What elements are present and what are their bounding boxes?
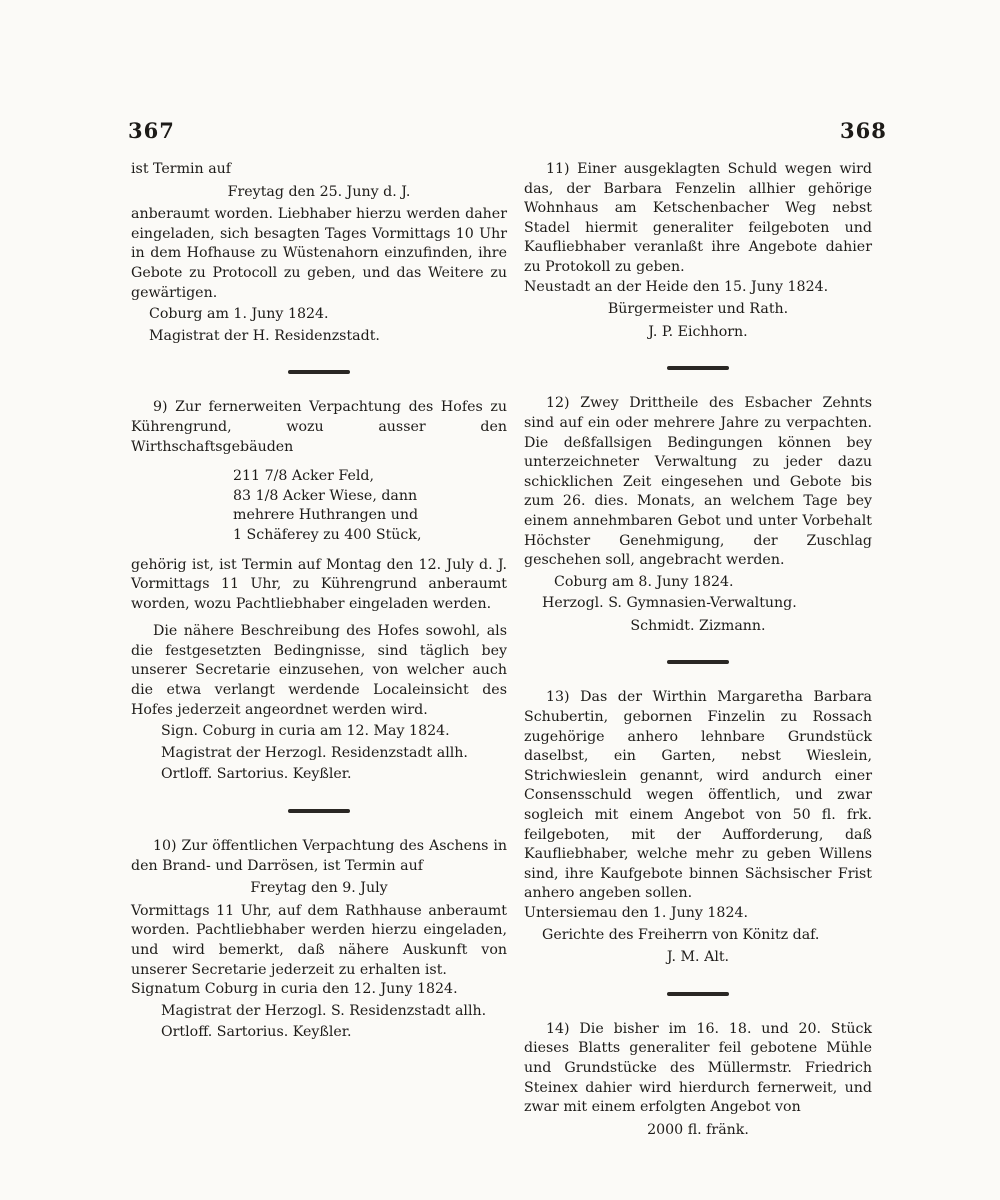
right-column <box>524 160 872 1143</box>
notice-13-names: J. M. Alt. <box>666 949 730 966</box>
notice-12-signer: Herzogl. S. Gymnasien-Verwaltung. <box>542 595 797 612</box>
section-divider <box>288 809 350 813</box>
notice-9-place-date: Sign. Coburg in curia am 12. May 1824. <box>161 723 450 740</box>
land-item: 83 1/8 Acker Wiese, dann <box>233 487 418 504</box>
section-divider <box>667 992 729 996</box>
notice-10-signer: Magistrat der Herzogl. S. Residenzstadt allh. <box>161 1002 487 1019</box>
notice-10-names: Ortloff. Sartorius. Keyßler. <box>161 1024 352 1041</box>
notice-14-amount: 2000 fl. fränk. <box>647 1121 749 1138</box>
page-number-right: 368 <box>840 118 887 143</box>
notice-9 <box>131 398 507 785</box>
notice-8-place-date: Coburg am 1. Juny 1824. <box>149 306 329 323</box>
land-item: 1 Schäferey zu 400 Stück, <box>233 526 422 543</box>
notice-11-body: 11) Einer ausgeklagten Schuld wegen wird das, der Barbara Fenzelin allhier gehörige Wohnhaus am Ketschenbacher Weg nebst Stadel hiermit generaliter feilgeboten und Kaufliebhaber veranlaßt ihre Angebote dahier zu Protokoll zu geben. <box>524 161 872 275</box>
notice-12-place-date: Coburg am 8. Juny 1824. <box>554 573 734 590</box>
notice-13-body: 13) Das der Wirthin Margaretha Barbara Schubertin, gebornen Finzelin zu Rossach zugehörige anhero lehnbare Grundstück daselbst, ein Garten, nebst Wieslein, Strichwieslein genannt, wird andurch einer Consensschuld wegen öffentlich, und zwar sogleich mit einem Angebot von 50 fl. frk. feilgeboten, mit der Aufforderung, daß Kaufliebhaber, welche mehr zu geben Willens sind, ihre Kaufgebote binnen Sächsischer Frist anhero angeben sollen. <box>524 689 872 902</box>
notice-8 <box>131 160 507 346</box>
notice-10-intro: 10) Zur öffentlichen Verpachtung des Aschens in den Brand- und Darrösen, ist Termin auf <box>131 838 507 874</box>
section-divider <box>667 366 729 370</box>
notice-10-place-date: Signatum Coburg in curia den 12. Juny 1824. <box>131 981 458 998</box>
notice-11 <box>524 160 872 342</box>
notice-12 <box>524 394 872 636</box>
notice-9-names: Ortloff. Sartorius. Keyßler. <box>161 766 352 783</box>
notice-9-intro: 9) Zur fernerweiten Verpachtung des Hofes zu Kührengrund, wozu ausser den Wirthschaftsgebäuden <box>131 399 507 455</box>
notice-13 <box>524 688 872 967</box>
notice-10-date: Freytag den 9. July <box>250 880 388 897</box>
notice-10-body: Vormittags 11 Uhr, auf dem Rathhause anberaumt worden. Pachtliebhaber werden hierzu eingeladen, und wird bemerkt, daß nähere Auskunft von unserer Secretarie jederzeit zu erhalten ist. <box>131 902 507 978</box>
notice-12-body: 12) Zwey Drittheile des Esbacher Zehnts sind auf ein oder mehrere Jahre zu verpachten. Die deßfallsigen Bedingungen können bey unterzeichneter Verwaltung zu jeder dazu schicklichen Zeit eingesehen und Gebote bis zum 26. dies. Monats, an welchem Tage bey einem annehmbaren Gebot und unter Vorbehalt Höchster Genehmigung, der Zuschlag geschehen soll, angebracht werden. <box>524 395 872 569</box>
notice-11-place-date: Neustadt an der Heide den 15. Juny 1824. <box>524 278 829 295</box>
land-item: 211 7/8 Acker Feld, <box>233 468 375 485</box>
notice-9-body: gehörig ist, ist Termin auf Montag den 12. July d. J. Vormittags 11 Uhr, zu Kührengrund anberaumt worden, wozu Pachtliebhaber eingeladen werden. <box>131 556 507 612</box>
section-divider <box>288 370 350 374</box>
notice-12-names: Schmidt. Zizmann. <box>630 617 766 634</box>
section-divider <box>667 660 729 664</box>
notice-13-place-date: Untersiemau den 1. Juny 1824. <box>524 905 749 921</box>
notice-11-names: J. P. Eichhorn. <box>648 323 748 340</box>
notice-9-land-list <box>233 467 507 545</box>
notice-9-signer: Magistrat der Herzogl. Residenzstadt allh. <box>161 744 468 761</box>
notice-13-signer: Gerichte des Freiherrn von Könitz daf. <box>542 926 820 943</box>
notice-11-signer: Bürgermeister und Rath. <box>607 301 789 318</box>
notice-8-signer: Magistrat der H. Residenzstadt. <box>149 327 380 344</box>
notice-8-opening: ist Termin auf <box>131 161 232 177</box>
land-item: mehrere Huthrangen und <box>233 507 419 524</box>
page-number-left: 367 <box>128 118 175 143</box>
notice-8-date: Freytag den 25. Juny d. J. <box>227 183 411 200</box>
notice-8-body: anberaumt worden. Liebhaber hierzu werden daher eingeladen, sich besagten Tages Vormittags 10 Uhr in dem Hofhause zu Wüstenahorn einzufinden, ihre Gebote zu Protocoll zu geben, und das Weitere zu gewärtigen. <box>131 206 507 301</box>
notice-14-body: 14) Die bisher im 16. 18. und 20. Stück dieses Blatts generaliter feil gebotene Mühle und Grundstücke des Müllermstr. Friedrich Steinex dahier wird hierdurch fernerweit, und zwar mit einem erfolgten Angebot von <box>524 1020 872 1116</box>
notice-9-body-2: Die nähere Beschreibung des Hofes sowohl, als die festgesetzten Bedingnisse, sind täglich bey unserer Secretarie einzusehen, von welcher auch die etwa verlangt werdende Localeinsicht des Hofes jederzeit angeordnet werden wird. <box>131 623 507 718</box>
notice-10 <box>131 837 507 1043</box>
notice-14 <box>524 1020 872 1141</box>
left-column <box>131 160 507 1045</box>
